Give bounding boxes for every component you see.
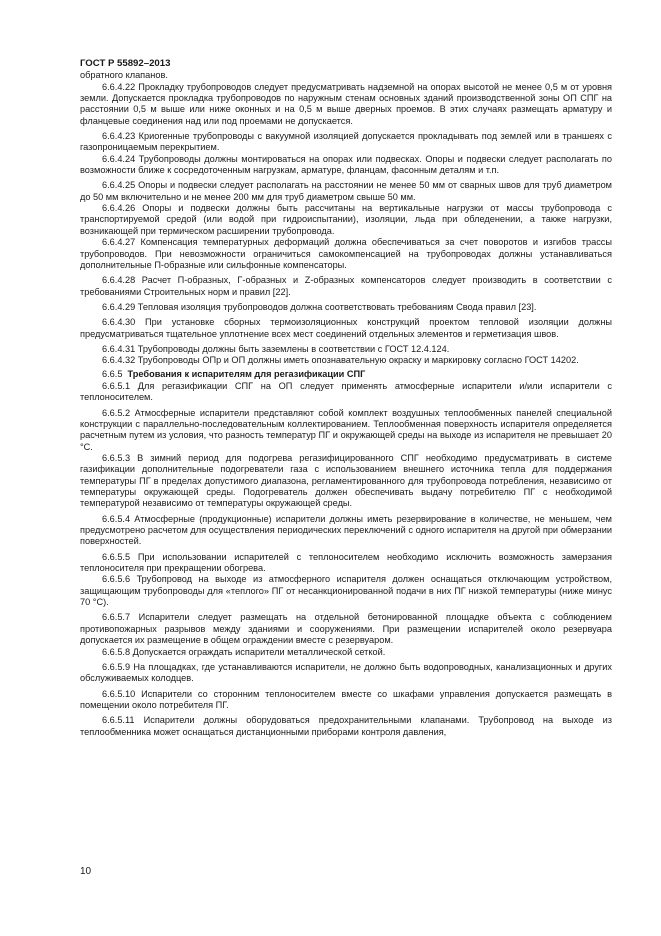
paragraphs-block-2: [80, 381, 612, 738]
paragraph: 6.6.5.10 Испарители со сторонним теплоносителем вместе со шкафами управления допускается размещать в помещении около потребителя ПГ.: [80, 688, 612, 710]
paragraph: 6.6.5.7 Испарители следует размещать на отдельной бетонированной площадке объекта с соблюдением противопожарных разрывов между зданиями и сооружениями. При размещении испарителей около резервуара допускается их размещение в общем ограждении вместе с резервуаром.: [80, 612, 612, 646]
paragraph: 6.6.5.9 На площадках, где устанавливаются испарители, не должно быть водопроводных, канализационных и других обслуживаемых колодцев.: [80, 661, 612, 684]
paragraph: 6.6.4.22 Прокладку трубопроводов следует предусматривать надземной на опорах высотой не менее 0,5 м от уровня земли. Допускается прокладка трубопроводов по наружным стенам основных зданий производственной зоны ОП СПГ на расстоянии 0,5 м выше или ниже оконных и на 0,5 м выше дверных проемов. В этих случаях размещать арматуру и фланцевые соединения над или под проемами не допускается.: [80, 81, 612, 126]
document-page: [80, 58, 612, 738]
document-header: ГОСТ Р 55892–2013: [80, 58, 171, 69]
section-number: 6.6.5: [102, 368, 123, 379]
paragraph: 6.6.4.25 Опоры и подвески следует располагать на расстоянии не менее 50 мм от сварных швов для труб диаметром до 50 мм включительно и не менее 200 мм для труб диаметром свыше 50 мм.: [80, 180, 612, 202]
paragraph: 6.6.5.1 Для регазификации СПГ на ОП следует применять атмосферные испарители и/или испарители с теплоносителем.: [80, 380, 612, 403]
section-title: Требования к испарителям для регазификации СПГ: [127, 368, 366, 379]
paragraph: 6.6.4.24 Трубопроводы должны монтироваться на опорах или подвесках. Опоры и подвески следует располагать по возможности ближе к сосредоточенным нагрузкам, арматуре, фланцам, фасонным деталям и т.п.: [80, 153, 612, 176]
paragraph: 6.6.4.28 Расчет П-образных, Г-образных и Z-образных компенсаторов следует производить в соответствии с требованиями Строительных норм и правил [22].: [80, 275, 612, 297]
paragraph: 6.6.4.23 Криогенные трубопроводы с вакуумной изоляцией допускается прокладывать под землей или в траншеях с газопроницаемым перекрытием.: [80, 131, 612, 153]
paragraph: 6.6.5.4 Атмосферные (продукционные) испарители должны иметь резервирование в количестве, не меньшем, чем предусмотрено расчетом для осуществления периодических переключений с одного испарителя на другой при обмерзании поверхностей.: [80, 513, 612, 547]
paragraph: 6.6.4.31 Трубопроводы должны быть заземлены в соответствии с ГОСТ 12.4.124.: [102, 343, 450, 354]
page-number: 10: [80, 866, 92, 877]
paragraphs-block-1: [80, 70, 612, 366]
paragraph: 6.6.5.3 В зимний период для подогрева регазифицированного СПГ необходимо предусматривать в системе газификации дополнительные подогреватели газа с использованием внешнего источника тепла для поддержания температуры ПГ в пределах допустимого диапазона, регламентированного для трубопровода потребления, независимо от температуры окружающей среды. Подогреватель должен обеспечивать выдачу потребителю ПГ с необходимой температурой независимо от температуры окружающей среды.: [80, 453, 612, 509]
paragraph: 6.6.4.26 Опоры и подвески должны быть рассчитаны на вертикальные нагрузки от массы трубопровода с транспортируемой средой (или водой при гидроиспытании), изоляции, льда при обледенении, а также нагрузки, возникающей при термическом расширении трубопровода.: [80, 203, 612, 236]
paragraph: 6.6.4.32 Трубопроводы ОПр и ОП должны иметь опознавательную окраску и маркировку согласно ГОСТ 14202.: [102, 355, 579, 366]
paragraph: обратного клапанов.: [80, 70, 168, 81]
section-heading: [80, 369, 612, 380]
paragraph: 6.6.5.2 Атмосферные испарители представляют собой комплект воздушных теплообменных панелей специальной конструкции с параллельно-последовательным коллектированием. Теплообменная поверхность испарителя определяется расчетным путем из условия, что разность температур ПГ и окружающей среды на выходе из испарителя не превышает 20 °С.: [80, 407, 612, 452]
paragraph: 6.6.5.11 Испарители должны оборудоваться предохранительными клапанами. Трубопровод на выходе из теплообменника может оснащаться дистанционными приборами контроля давления,: [80, 715, 612, 737]
paragraph: 6.6.4.30 При установке сборных термоизоляционных конструкций проектом тепловой изоляции должны предусматриваться тщательное уплотнение всех мест соединений отдельных элементов и герметизация швов.: [80, 317, 612, 339]
paragraph: 6.6.5.5 При использовании испарителей с теплоносителем необходимо исключить возможность замерзания теплоносителя при прекращении обогрева.: [80, 551, 612, 574]
paragraph: 6.6.4.27 Компенсация температурных деформаций должна обеспечиваться за счет поворотов и изгибов трассы трубопроводов. При невозможности ограничиться самокомпенсацией на трубопроводах должны устанавливаться дополнительные П-образные или сильфонные компенсаторы.: [80, 237, 612, 270]
paragraph: 6.6.4.29 Тепловая изоляция трубопроводов должна соответствовать требованиям Свода правил [23].: [102, 301, 537, 312]
paragraph: 6.6.5.8 Допускается ограждать испарители металлической сеткой.: [102, 646, 386, 657]
paragraph: 6.6.5.6 Трубопровод на выходе из атмосферного испарителя должен оснащаться отключающим устройством, защищающим трубопроводы для «теплого» ПГ от несанкционированной подачи в них ПГ низкой температуры (ниже минус 70 °С).: [80, 574, 612, 608]
